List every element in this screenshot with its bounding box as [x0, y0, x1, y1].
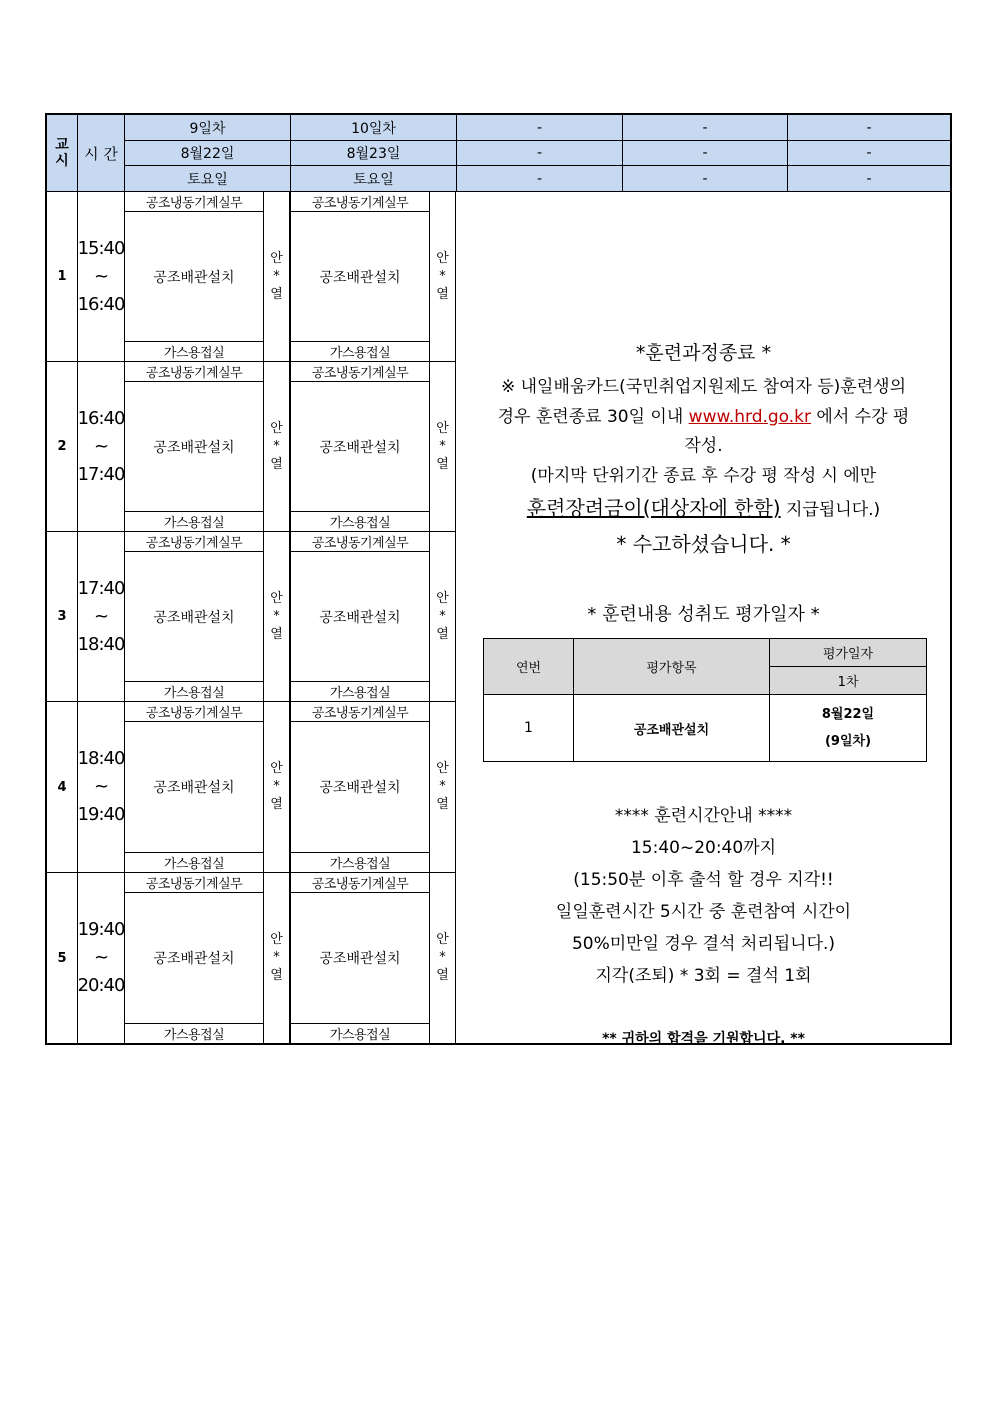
header-weekday-4: - — [622, 165, 787, 191]
day9-safety-note — [263, 361, 290, 531]
header-date-1: 8월22일 — [124, 140, 290, 165]
header-weekday-5: - — [787, 165, 950, 191]
day9-subject: 공조냉동기계실무 — [124, 191, 263, 211]
safety-star: * — [273, 608, 280, 624]
allowance-suffix: 지급됩니다.) — [780, 500, 881, 520]
header-date-5: - — [787, 140, 950, 165]
safety-star: * — [439, 779, 446, 794]
thanks-text: * 수고하셨습니다. * — [616, 532, 791, 556]
day9-room: 가스용접실 — [124, 852, 263, 872]
wish-text: ** 귀하의 합격을 기원합니다. ** — [602, 1031, 805, 1047]
eval-col-item: 평가항목 — [574, 639, 770, 695]
day10-subject: 공조냉동기계실무 — [290, 531, 429, 551]
day10-room: 가스용접실 — [290, 511, 429, 531]
eval-row-no: 1 — [484, 695, 574, 762]
day9-unit: 공조배관설치 — [124, 892, 263, 1023]
day10-unit: 공조배관설치 — [290, 892, 429, 1023]
safety-an: 안 — [436, 420, 449, 436]
header-day-label-5: - — [787, 115, 950, 140]
time-sep: ~ — [93, 947, 109, 968]
day10-safety-note — [429, 531, 456, 701]
hrd-link[interactable]: www.hrd.go.kr — [688, 407, 812, 427]
safety-an: 안 — [270, 250, 283, 266]
day10-unit: 공조배관설치 — [290, 381, 429, 511]
card-notice-line3: 작성. — [684, 436, 723, 456]
period-number: 5 — [47, 872, 77, 1043]
period-number: 1 — [47, 191, 77, 361]
header-day-label-3: - — [456, 115, 622, 140]
period-row — [47, 191, 455, 361]
safety-yeol: 열 — [270, 968, 283, 983]
day9-subject: 공조냉동기계실무 — [124, 701, 263, 721]
eval-row-date — [770, 695, 927, 762]
time-start: 15:40 — [77, 237, 125, 259]
safety-star: * — [273, 950, 280, 965]
time-end: 18:40 — [77, 633, 125, 655]
safety-yeol: 열 — [270, 626, 283, 642]
safety-yeol: 열 — [436, 456, 449, 472]
period-number: 2 — [47, 361, 77, 531]
day10-unit: 공조배관설치 — [290, 551, 429, 681]
period-number: 3 — [47, 531, 77, 701]
safety-yeol: 열 — [436, 286, 449, 302]
day10-room: 가스용접실 — [290, 852, 429, 872]
eval-col-first: 1차 — [770, 667, 927, 695]
day9-safety-note — [263, 872, 290, 1043]
time-title: **** 훈련시간안내 **** — [614, 806, 793, 826]
notice-suffix: 에서 수강 평 — [811, 407, 910, 427]
day10-subject: 공조냉동기계실무 — [290, 701, 429, 721]
header-day-label-1: 9일차 — [124, 115, 290, 140]
day9-subject: 공조냉동기계실무 — [124, 361, 263, 381]
safety-star: * — [439, 438, 446, 454]
safety-yeol: 열 — [436, 968, 449, 983]
day9-room: 가스용접실 — [124, 681, 263, 701]
eval-date: 8월22일 — [821, 707, 875, 722]
eval-row-item: 공조배관설치 — [574, 695, 770, 762]
card-notice-line4: (마지막 단위기간 종료 후 수강 평 작성 시 에만 — [530, 466, 877, 486]
info-panel — [455, 191, 950, 1047]
header-date-2: 8월23일 — [290, 140, 456, 165]
period-header: 교시 — [55, 137, 69, 169]
card-notice-line2 — [456, 403, 951, 432]
safety-an: 안 — [436, 932, 449, 947]
period-time — [77, 701, 124, 872]
header-day-label-4: - — [622, 115, 787, 140]
period-time — [77, 191, 124, 361]
day10-safety-note — [429, 191, 456, 361]
late-line1: (15:50분 이후 출석 할 경우 지각!! — [573, 870, 834, 890]
safety-star: * — [439, 608, 446, 624]
eval-col-no: 연번 — [484, 639, 574, 695]
header-weekday-1: 토요일 — [124, 165, 290, 191]
time-end: 16:40 — [77, 293, 125, 315]
day10-subject: 공조냉동기계실무 — [290, 872, 429, 892]
safety-yeol: 열 — [436, 797, 449, 812]
day10-room: 가스용접실 — [290, 341, 429, 361]
safety-an: 안 — [436, 590, 449, 606]
day10-subject: 공조냉동기계실무 — [290, 361, 429, 381]
time-range: 15:40~20:40까지 — [630, 838, 777, 858]
schedule-table — [45, 113, 952, 1045]
header-date-3: - — [456, 140, 622, 165]
time-start: 16:40 — [77, 407, 125, 429]
day9-safety-note — [263, 531, 290, 701]
safety-star: * — [439, 268, 446, 284]
time-sep: ~ — [93, 605, 109, 627]
time-header: 시 간 — [77, 115, 124, 191]
day9-room: 가스용접실 — [124, 341, 263, 361]
course-end-title: *훈련과정종료 * — [635, 342, 772, 364]
safety-star: * — [439, 950, 446, 965]
day9-unit: 공조배관설치 — [124, 211, 263, 341]
safety-an: 안 — [270, 932, 283, 947]
time-sep: ~ — [93, 435, 109, 457]
allowance-text: 훈련장려금이(대상자에 한함) — [526, 496, 781, 520]
day10-safety-note — [429, 872, 456, 1043]
period-row — [47, 872, 455, 1043]
header-weekday-3: - — [456, 165, 622, 191]
safety-an: 안 — [270, 420, 283, 436]
period-row — [47, 531, 455, 701]
time-end: 20:40 — [77, 975, 125, 996]
header-weekday-2: 토요일 — [290, 165, 456, 191]
day10-unit: 공조배관설치 — [290, 211, 429, 341]
eval-title: * 훈련내용 성취도 평가일자 * — [587, 604, 820, 625]
safety-an: 안 — [270, 761, 283, 776]
day10-room: 가스용접실 — [290, 1023, 429, 1043]
day10-room: 가스용접실 — [290, 681, 429, 701]
period-number: 4 — [47, 701, 77, 872]
day9-safety-note — [263, 191, 290, 361]
day10-safety-note — [429, 361, 456, 531]
notice-prefix: 경우 훈련종료 30일 이내 — [497, 407, 689, 427]
card-notice-line5 — [456, 494, 951, 525]
eval-col-date: 평가일자 — [770, 639, 927, 667]
safety-star: * — [273, 268, 280, 284]
day10-subject: 공조냉동기계실무 — [290, 191, 429, 211]
time-sep: ~ — [93, 776, 109, 797]
safety-an: 안 — [270, 590, 283, 606]
time-start: 18:40 — [77, 748, 125, 769]
time-end: 17:40 — [77, 463, 125, 485]
period-time — [77, 872, 124, 1043]
day9-subject: 공조냉동기계실무 — [124, 531, 263, 551]
day9-unit: 공조배관설치 — [124, 381, 263, 511]
day10-safety-note — [429, 701, 456, 872]
safety-yeol: 열 — [270, 797, 283, 812]
late-line4: 지각(조퇴) * 3회 = 결석 1회 — [595, 966, 812, 986]
safety-an: 안 — [436, 761, 449, 776]
time-start: 19:40 — [77, 919, 125, 940]
safety-yeol: 열 — [270, 456, 283, 472]
time-sep: ~ — [93, 265, 109, 287]
header-date-4: - — [622, 140, 787, 165]
late-line2: 일일훈련시간 5시간 중 훈련참여 시간이 — [555, 902, 852, 922]
time-start: 17:40 — [77, 577, 125, 599]
period-time — [77, 361, 124, 531]
period-row — [47, 701, 455, 872]
day9-unit: 공조배관설치 — [124, 551, 263, 681]
day9-room: 가스용접실 — [124, 1023, 263, 1043]
day9-room: 가스용접실 — [124, 511, 263, 531]
safety-an: 안 — [436, 250, 449, 266]
period-time — [77, 531, 124, 701]
day9-unit: 공조배관설치 — [124, 721, 263, 852]
late-line3: 50%미만일 경우 결석 처리됩니다.) — [571, 934, 836, 954]
eval-day: (9일차) — [824, 734, 872, 749]
safety-star: * — [273, 438, 280, 454]
safety-yeol: 열 — [270, 286, 283, 302]
period-row — [47, 361, 455, 531]
time-end: 19:40 — [77, 804, 125, 825]
day10-unit: 공조배관설치 — [290, 721, 429, 852]
safety-yeol: 열 — [436, 626, 449, 642]
day9-safety-note — [263, 701, 290, 872]
safety-star: * — [273, 779, 280, 794]
header-day-label-2: 10일차 — [290, 115, 456, 140]
eval-table — [483, 638, 927, 762]
card-notice-line1: ※ 내일배움카드(국민취업지원제도 참여자 등)훈련생의 — [500, 377, 906, 397]
day9-subject: 공조냉동기계실무 — [124, 872, 263, 892]
